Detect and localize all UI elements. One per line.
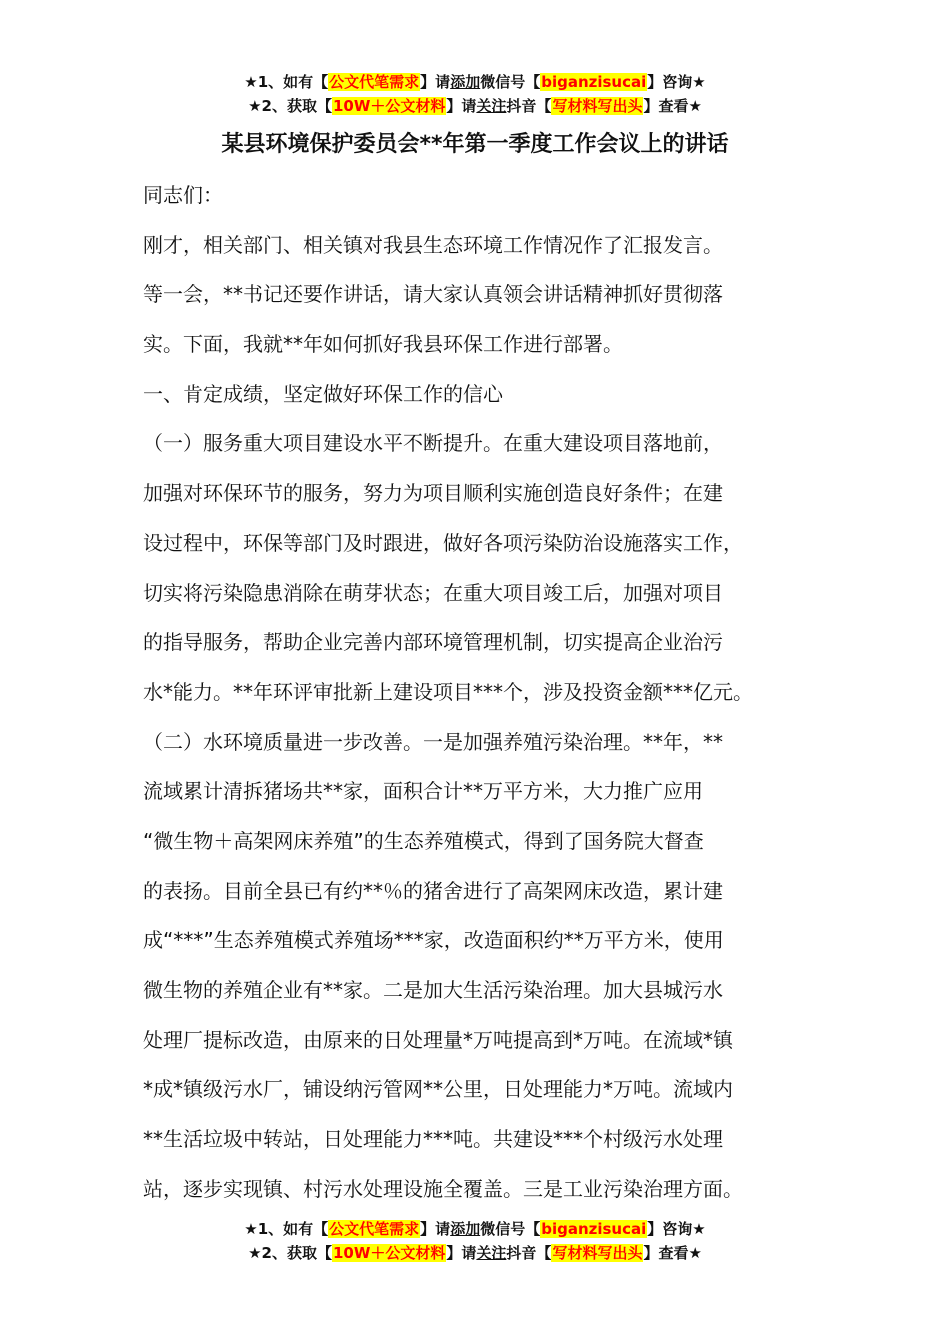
promo-text: 】查看★ — [643, 97, 702, 115]
body-line: 成“***”生态养殖模式养殖场***家，改造面积约**万平方米，使用 — [143, 928, 724, 953]
body-line: 处理厂提标改造，由原来的日处理量*万吨提高到*万吨。在流域*镇 — [143, 1027, 733, 1052]
promo-underlined: 添加 — [450, 73, 481, 91]
promo-text: 】查看★ — [643, 1244, 702, 1262]
promo-wechat-id: biganzisucai — [541, 73, 647, 91]
section-heading: 一、肯定成绩，坚定做好环保工作的信心 — [143, 381, 503, 406]
body-line: 流域累计清拆猪场共**家，面积合计**万平方米，大力推广应用 — [143, 779, 703, 804]
promo-text: 】请 — [446, 1244, 477, 1262]
promo-underlined: 关注 — [476, 97, 507, 115]
promo-banner-bottom-line2 — [0, 1241, 950, 1265]
promo-text: ★1、如有【 — [244, 1220, 329, 1238]
promo-wechat-id: biganzisucai — [541, 1220, 647, 1238]
promo-text: 】请 — [420, 73, 451, 91]
promo-text: ★2、获取【 — [248, 97, 332, 115]
body-line: *成*镇级污水厂，铺设纳污管网**公里，日处理能力*万吨。流域内 — [143, 1077, 733, 1102]
body-line: 实。下面，我就**年如何抓好我县环保工作进行部署。 — [143, 332, 623, 357]
promo-banner-top-line2 — [0, 94, 950, 118]
promo-underlined: 关注 — [476, 1244, 507, 1262]
body-line: 切实将污染隐患消除在萌芽状态；在重大项目竣工后，加强对项目 — [143, 580, 723, 605]
body-line: “微生物＋高架网床养殖”的生态养殖模式，得到了国务院大督查 — [143, 828, 704, 853]
body-line: 刚才，相关部门、相关镇对我县生态环境工作情况作了汇报发言。 — [143, 232, 723, 257]
body-line: 的表扬。目前全县已有约**％的猪舍进行了高架网床改造，累计建 — [143, 878, 723, 903]
promo-douyin-name: 写材料写出头 — [552, 97, 643, 115]
promo-text: 微信号【 — [480, 73, 541, 91]
promo-banner-top-line1 — [0, 70, 950, 94]
body-line: 站，逐步实现镇、村污水处理设施全覆盖。三是工业污染治理方面。 — [143, 1176, 743, 1201]
body-line: 设过程中，环保等部门及时跟进，做好各项污染防治设施落实工作， — [143, 530, 743, 555]
document-title: 某县环境保护委员会**年第一季度工作会议上的讲话 — [221, 132, 729, 157]
promo-text: 微信号【 — [480, 1220, 541, 1238]
body-line: 等一会，**书记还要作讲话，请大家认真领会讲话精神抓好贯彻落 — [143, 282, 723, 307]
promo-highlight: 公文代笔需求 — [329, 1220, 420, 1238]
promo-banner-bottom-line1 — [0, 1217, 950, 1241]
body-line: 的指导服务，帮助企业完善内部环境管理机制，切实提高企业治污 — [143, 630, 723, 655]
body-line: 微生物的养殖企业有**家。二是加大生活污染治理。加大县城污水 — [143, 978, 723, 1002]
promo-douyin-name: 写材料写出头 — [552, 1244, 643, 1262]
body-line: （一）服务重大项目建设水平不断提升。在重大建设项目落地前， — [143, 431, 723, 456]
promo-text: 】请 — [446, 97, 477, 115]
promo-text: 】咨询★ — [647, 73, 706, 91]
body-line: 加强对环保环节的服务，努力为项目顺利实施创造良好条件；在建 — [143, 481, 723, 506]
document-body — [143, 175, 833, 1218]
promo-underlined: 添加 — [450, 1220, 481, 1238]
promo-text: 】咨询★ — [647, 1220, 706, 1238]
body-line: 水*能力。**年环评审批新上建设项目***个，涉及投资金额***亿元。 — [143, 679, 753, 704]
promo-text: ★1、如有【 — [244, 73, 329, 91]
body-line: （二）水环境质量进一步改善。一是加强养殖污染治理。**年，** — [143, 729, 723, 754]
promo-text: ★2、获取【 — [248, 1244, 332, 1262]
promo-highlight: 10W＋公文材料 — [332, 1244, 446, 1262]
body-line: 同志们： — [143, 183, 223, 207]
promo-text: 抖音【 — [506, 97, 552, 115]
promo-highlight: 10W＋公文材料 — [332, 97, 446, 115]
promo-text: 抖音【 — [506, 1244, 552, 1262]
body-line: **生活垃圾中转站，日处理能力***吨。共建设***个村级污水处理 — [143, 1127, 723, 1152]
promo-highlight: 公文代笔需求 — [329, 73, 420, 91]
promo-text: 】请 — [420, 1220, 451, 1238]
